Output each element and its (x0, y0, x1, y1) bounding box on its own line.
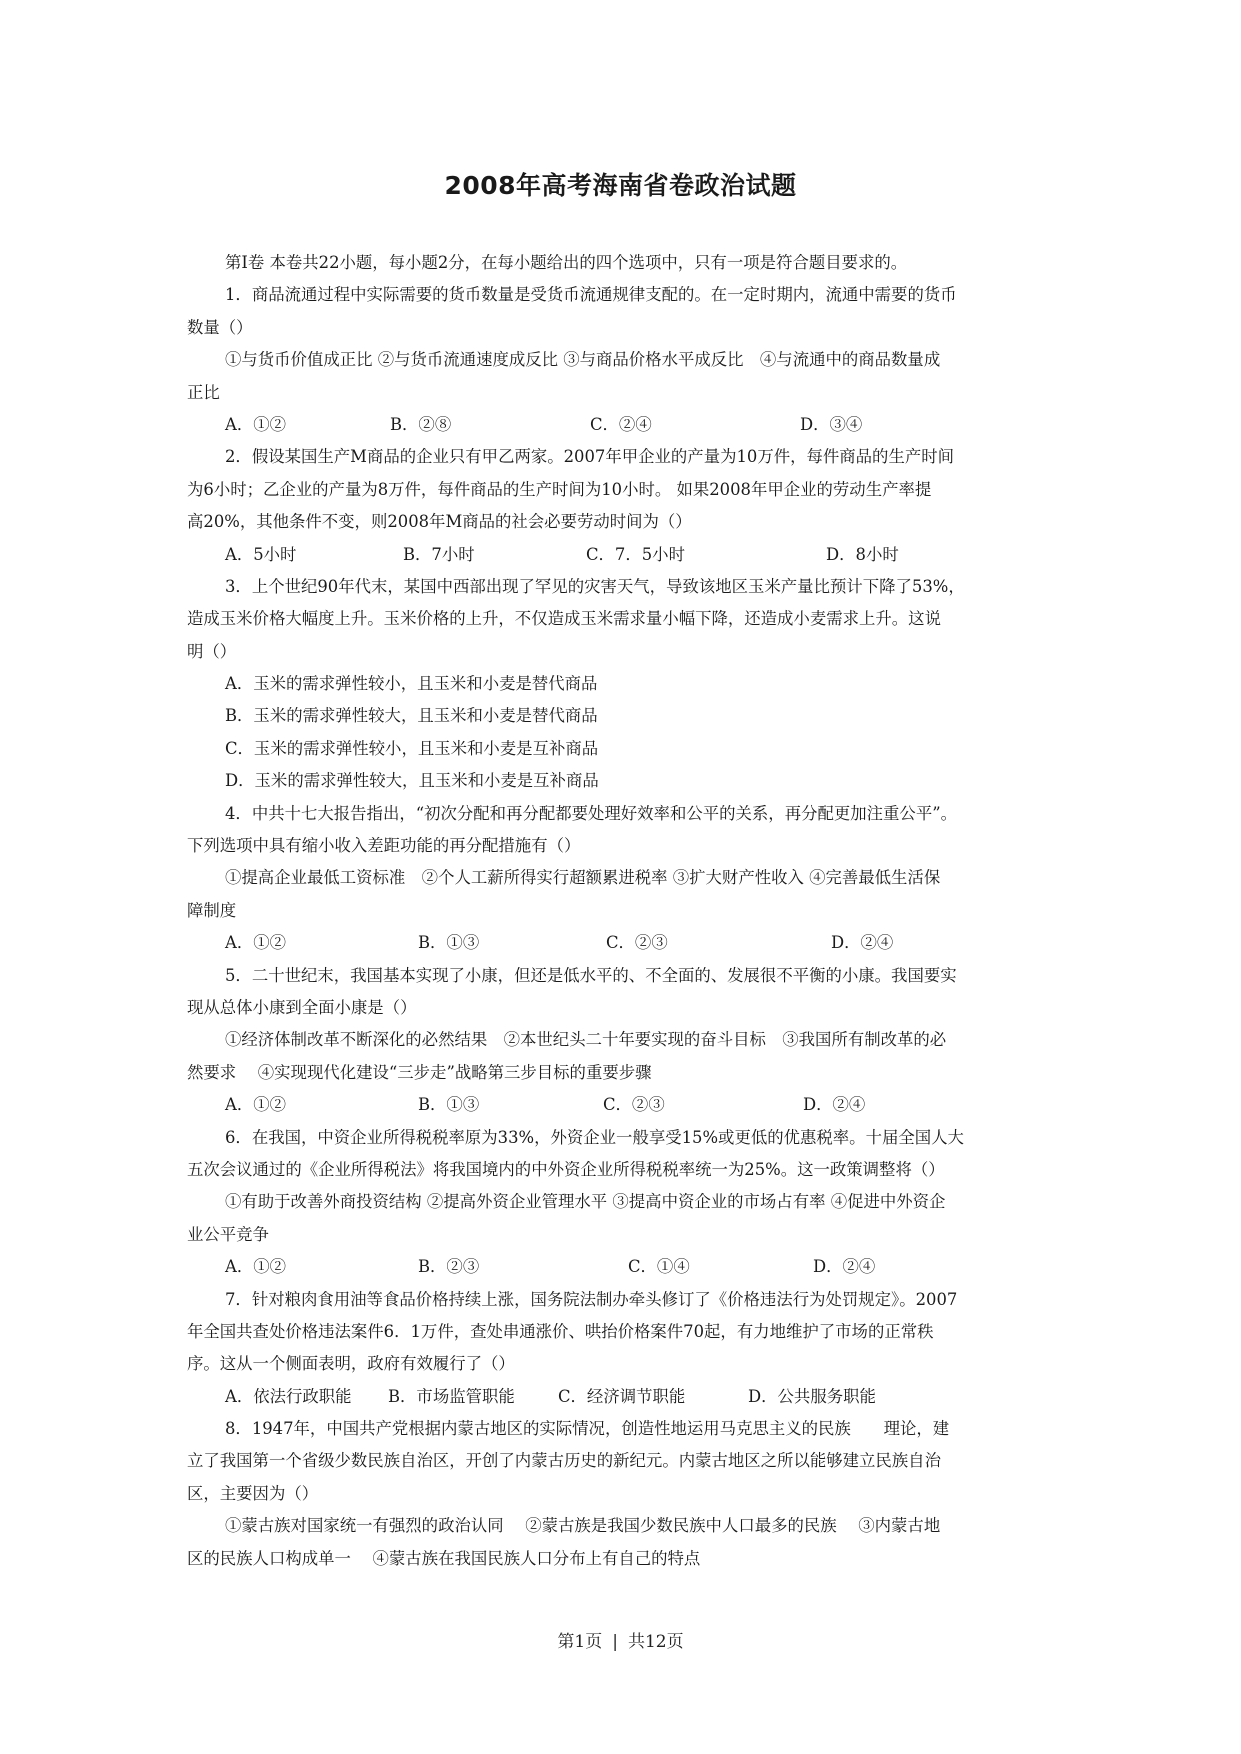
q1-option-c: C．②④ (590, 414, 652, 434)
q1-statements: 正比 (187, 382, 220, 402)
page-number: 第1页 (557, 1632, 603, 1652)
q8-stem-line: 区，主要因为（） (187, 1483, 319, 1503)
q1-stem-line: 数量（） (187, 317, 253, 337)
q5-statements: 然要求 ④实现现代化建设“三步走”战略第三步目标的重要步骤 (187, 1062, 652, 1082)
q3-option-a: A．玉米的需求弹性较小，且玉米和小麦是替代商品 (225, 674, 598, 694)
q3-stem-line: 3．上个世纪90年代末，某国中西部出现了罕见的灾害天气，导致该地区玉米产量比预计下降了53%， (225, 576, 965, 596)
q6-statements: 业公平竞争 (187, 1224, 269, 1244)
q2-option-a: A．5小时 (225, 544, 297, 564)
q4-options (187, 927, 1055, 959)
q5-option-a: A．①② (225, 1095, 287, 1115)
q6-statements: ①有助于改善外商投资结构 ②提高外资企业管理水平 ③提高中资企业的市场占有率 ④促进中外资企 (225, 1192, 946, 1212)
q8-statements: ①蒙古族对国家统一有强烈的政治认同 ②蒙古族是我国少数民族中人口最多的民族 ③内蒙古地 (225, 1516, 941, 1536)
q2-stem-line: 为6小时；乙企业的产量为8万件，每件商品的生产时间为10小时。 如果2008年甲企业的劳动生产率提 (187, 479, 932, 499)
q7-options (187, 1381, 1055, 1413)
q6-option-d: D．②④ (813, 1257, 876, 1277)
footer-separator: | (612, 1632, 618, 1652)
q3-option-d: D．玉米的需求弹性较大，且玉米和小麦是互补商品 (225, 771, 599, 791)
q5-statements: ①经济体制改革不断深化的必然结果 ②本世纪头二十年要实现的奋斗目标 ③我国所有制改革的必 (225, 1030, 947, 1050)
page-footer (0, 1627, 1241, 1652)
q6-option-b: B．②③ (418, 1257, 480, 1277)
q6-option-c: C．①④ (628, 1257, 690, 1277)
q5-option-d: D．②④ (803, 1095, 866, 1115)
q2-option-c: C．7．5小时 (586, 544, 685, 564)
q2-option-b: B．7小时 (403, 544, 475, 564)
q5-stem-line: 现从总体小康到全面小康是（） (187, 997, 417, 1017)
q6-option-a: A．①② (225, 1257, 287, 1277)
q7-stem-line: 7．针对粮肉食用油等食品价格持续上涨，国务院法制办牵头修订了《价格违法行为处罚规定》。2007 (225, 1289, 958, 1309)
q2-stem-line: 高20%，其他条件不变，则2008年M商品的社会必要劳动时间为（） (187, 512, 692, 532)
q4-option-b: B．①③ (418, 933, 480, 953)
q5-option-c: C．②③ (603, 1095, 665, 1115)
q3-option-b: B．玉米的需求弹性较大，且玉米和小麦是替代商品 (225, 706, 598, 726)
q4-statements: 障制度 (187, 900, 237, 920)
q3-option-c: C．玉米的需求弹性较小，且玉米和小麦是互补商品 (225, 738, 599, 758)
q4-stem-line: 4．中共十七大报告指出，“初次分配和再分配都要处理好效率和公平的关系，再分配更加注重公平”。 (225, 803, 957, 823)
q2-options (187, 539, 1055, 571)
q3-stem-line: 造成玉米价格大幅度上升。玉米价格的上升，不仅造成玉米需求量小幅下降，还造成小麦需求上升。这说 (187, 609, 941, 629)
q5-options (187, 1089, 1055, 1121)
page-total: 共12页 (627, 1632, 684, 1652)
q2-option-d: D．8小时 (826, 544, 899, 564)
q4-option-a: A．①② (225, 933, 287, 953)
q1-option-a: A．①② (225, 414, 287, 434)
q8-statements: 区的民族人口构成单一 ④蒙古族在我国民族人口分布上有自己的特点 (187, 1548, 701, 1568)
q2-stem-line: 2．假设某国生产M商品的企业只有甲乙两家。2007年甲企业的产量为10万件，每件商品的生产时间 (225, 447, 955, 467)
q1-stem-line: 1．商品流通过程中实际需要的货币数量是受货币流通规律支配的。在一定时期内，流通中需要的货币 (225, 285, 957, 305)
q6-options (187, 1251, 1055, 1283)
q8-stem-line: 8．1947年，中国共产党根据内蒙古地区的实际情况，创造性地运用马克思主义的民族 理论，建 (225, 1419, 950, 1439)
q6-stem-line: 6．在我国，中资企业所得税税率原为33%，外资企业一般享受15%或更低的优惠税率。十届全国人大 (225, 1127, 964, 1147)
q5-option-b: B．①③ (418, 1095, 480, 1115)
q7-option-c: C．经济调节职能 (558, 1386, 686, 1406)
section-intro: 第Ⅰ卷 本卷共22小题，每小题2分，在每小题给出的四个选项中，只有一项是符合题目要求的。 (225, 253, 908, 272)
page-title: 2008年高考海南省卷政治试题 (444, 171, 797, 200)
q1-option-d: D．③④ (800, 414, 863, 434)
q4-stem-line: 下列选项中具有缩小收入差距功能的再分配措施有（） (187, 836, 581, 856)
q3-stem-line: 明（） (187, 641, 237, 661)
q7-stem-line: 序。这从一个侧面表明，政府有效履行了（） (187, 1354, 515, 1374)
q8-stem-line: 立了我国第一个省级少数民族自治区，开创了内蒙古历史的新纪元。内蒙古地区之所以能够建立民族自治 (187, 1451, 941, 1471)
q7-stem-line: 年全国共查处价格违法案件6．1万件，查处串通涨价、哄抬价格案件70起，有力地维护了市场的正常秩 (187, 1321, 934, 1341)
q1-options (187, 409, 1055, 441)
q6-stem-line: 五次会议通过的《企业所得税法》将我国境内的中外资企业所得税税率统一为25%。这一政策调整将（） (187, 1159, 945, 1179)
q1-option-b: B．②⑧ (390, 414, 452, 434)
question-body (187, 247, 1055, 1575)
q7-option-b: B．市场监管职能 (388, 1386, 515, 1406)
q4-statements: ①提高企业最低工资标准 ②个人工薪所得实行超额累进税率 ③扩大财产性收入 ④完善最低生活保 (225, 868, 941, 888)
q4-option-c: C．②③ (606, 933, 668, 953)
q1-statements: ①与货币价值成正比 ②与货币流通速度成反比 ③与商品价格水平成反比 ④与流通中的商品数量成 (225, 350, 941, 370)
q5-stem-line: 5．二十世纪末，我国基本实现了小康，但还是低水平的、不全面的、发展很不平衡的小康。我国要实 (225, 965, 957, 985)
q4-option-d: D．②④ (831, 933, 894, 953)
q7-option-a: A．依法行政职能 (225, 1386, 352, 1406)
q7-option-d: D．公共服务职能 (748, 1386, 876, 1406)
